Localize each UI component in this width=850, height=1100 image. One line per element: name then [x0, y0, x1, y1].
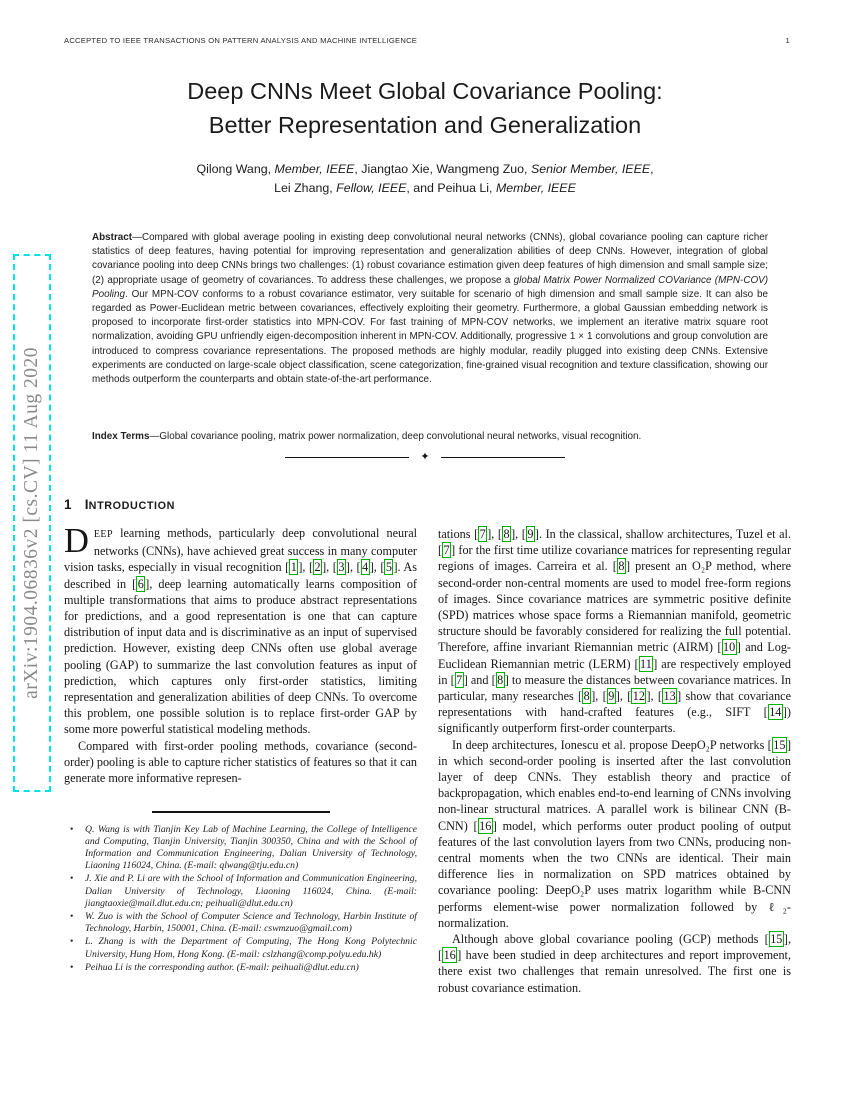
author-list	[64, 160, 786, 197]
intro-paragraph-2: Compared with first-order pooling methods, covariance (second-order) pooling is able to capture richer statistics of features so that it can generate more informative represen-	[64, 738, 417, 786]
footnote-item: • Q. Wang is with Tianjin Key Lab of Machine Learning, the College of Intelligence and Computing, Tianjin University, Tianjin 300350, China and with the School of Information and Communication Engineering, Dalian University of Technology, Liaoning 116024, China. (E-mail: qlwang@tju.edu.cn)	[64, 824, 417, 873]
citation-link[interactable]: 9	[608, 689, 615, 704]
footnote-rule	[152, 811, 330, 812]
lead-smallcaps: EEP	[93, 529, 113, 540]
citation-link[interactable]: 2	[314, 560, 321, 575]
abstract	[92, 231, 768, 387]
right-paragraph-2: In deep architectures, Ionescu et al. propose DeepO₂P networks [ 15 ] in which second-order pooling is inserted after the last convolution layer of deep CNNs. They establish theory and practice of backpropagation, which enables end-to-end learning of CNNs involving non-linear structural matrices. A parallel work is bilinear CNN (B-CNN) [ 16 ] model, which performs outer product pooling of output features of the last convolution layers from two CNNs, producing non-central moments when the two CNNs are identical. Their main difference lies in normalization on SPD matrices obtained by covariance pooling: DeepO₂P uses matrix logarithm while B-CNN performs element-wise power normalization followed by ℓ₂-normalization.	[438, 737, 791, 930]
dropcap: D	[64, 522, 89, 560]
body-columns	[64, 497, 791, 996]
citation-link[interactable]: 7	[479, 527, 486, 541]
separator-rule-right	[441, 457, 565, 459]
citation-link[interactable]: 6	[137, 576, 144, 591]
section-heading-introduction	[64, 497, 417, 512]
index-terms-label: Index Terms	[92, 431, 150, 442]
footnotes-list	[64, 824, 417, 974]
intro-paragraph-1-text: learning methods, particularly deep convolutional neural networks (CNNs), have achieved great success in many computer vision tasks, especially in visual recognition [ 1 ], [ 2 ], [ 3 ], [ 4 ], [ 5 ]. As described in [ 6 ], deep learning automatically learns composition of multiple transformations that aims to produce abstract representations for predictions, and a good representation is one that can capture distribution of input data and is discriminative as an input of supervised prediction. However, existing deep CNNs often use global average pooling (GAP) to summarize the last convolution features as input of prediction, which captures only first-order statistics, limiting representation and generalization abilities of deep CNNs. To overcome this problem, one possible solution is to replace first-order GAP by some more powerful statistical modeling methods.	[64, 526, 417, 737]
citation-link[interactable]: 3	[338, 560, 345, 575]
separator-rule-left	[285, 457, 409, 459]
paper-title-line1: Deep CNNs Meet Global Covariance Pooling:	[187, 78, 663, 104]
section-number: 1	[64, 497, 72, 512]
intro-paragraph-1	[64, 522, 417, 738]
left-column	[64, 497, 417, 996]
citation-link[interactable]: 15	[773, 737, 786, 752]
right-paragraph-1: tations [ 7 ], [ 8 ], [ 9 ]. In the classical, shallow architectures, Tuzel et al. [ 7 ] for the first time utilize covariance matrices for representing regular regions of images. Carreira et al. [ 8 ] present an O₂P method, where second-order non-central moments are used to model free-form regions of images. Since covariance matrices are symmetric positive definite (SPD) matrices whose space forms a Riemannian manifold, geometric structure should be favorably considered for realizing the full potential. Therefore, affine invariant Riemannian metric (AIRM) [ 10 ] and Log-Euclidean Riemannian metric (LERM) [ 11 ] are respectively employed in [ 7 ] and [ 8 ] to measure the distances between covariance matrices. In particular, many researches [ 8 ], [ 9 ], [ 12 ], [ 13 ] show that covariance representations with hand-crafted features (e.g., SIFT [ 14 ]) significantly outperform first-order counterparts.	[438, 527, 792, 736]
citation-link[interactable]: 4	[362, 560, 369, 575]
ornament-separator	[64, 452, 786, 463]
paper-title-line2: Better Representation and Generalization	[208, 112, 642, 138]
arxiv-banner	[13, 254, 51, 792]
diamond-icon: ✦	[420, 451, 430, 463]
paper-title	[64, 74, 786, 142]
author-line-1: Qilong Wang, Member, IEEE, Jiangtao Xie, Wangmeng Zuo, Senior Member, IEEE,	[196, 162, 654, 176]
citation-link[interactable]: 15	[770, 932, 783, 947]
footnote-item: • Peihua Li is the corresponding author. (E-mail: peihuali@dlut.edu.cn)	[64, 962, 417, 974]
footnote-item: • L. Zhang is with the Department of Computing, The Hong Kong Polytechnic University, Hung Hom, Hong Kong. (E-mail: cslzhang@comp.polyu.edu.hk)	[64, 936, 417, 960]
abstract-text: —Compared with global average pooling in existing deep convolutional neural networks (CNNs), global covariance pooling can capture richer statistics of deep features, having potential for improving representation and generalization abilities of deep CNNs. However, integration of global covariance pooling into deep CNNs brings two challenges: (1) robust covariance estimation given deep features of high dimension and small sample size; (2) appropriate usage of geometry of covariances. To address these challenges, we propose a global Matrix Power Normalized COVariance (MPN-COV) Pooling. Our MPN-COV conforms to a robust covariance estimator, very suitable for scenario of high dimension and small sample size. It can also be regarded as Power-Euclidean metric between covariances, effectively exploiting their geometry. Furthermore, a global Gaussian embedding network is proposed to incorporate first-order statistics into MPN-COV. For fast training of MPN-COV networks, we implement an iterative matrix square root normalization, avoiding GPU unfriendly eigen-decomposition inherent in MPN-COV. Additionally, progressive 1 × 1 convolutions and group convolution are introduced to compress covariance representations. The proposed methods are highly modular, readily plugged into existing deep CNNs. Extensive experiments are conducted on large-scale object classification, scene categorization, fine-grained visual recognition and texture classification, showing our methods outperform the counterparts and obtain state-of-the-art performance.	[92, 232, 769, 386]
citation-link[interactable]: 12	[632, 689, 645, 704]
citation-link[interactable]: 16	[443, 948, 456, 963]
author-line-2: Lei Zhang, Fellow, IEEE, and Peihua Li, Member, IEEE	[274, 180, 576, 195]
citation-link[interactable]: 7	[443, 543, 450, 558]
right-column	[438, 497, 791, 996]
citation-link[interactable]: 16	[479, 818, 492, 833]
citation-link[interactable]: 7	[456, 672, 463, 687]
citation-link[interactable]: 9	[527, 527, 534, 541]
arxiv-banner-text: arXiv:1904.06836v2 [cs.CV] 11 Aug 2020	[21, 347, 42, 699]
citation-link[interactable]: 14	[769, 705, 782, 720]
citation-link[interactable]: 8	[497, 672, 504, 687]
index-terms-text: —Global covariance pooling, matrix power normalization, deep convolutional neural networks, visual recognition.	[149, 431, 642, 442]
citation-link[interactable]: 10	[723, 640, 736, 655]
citation-link[interactable]: 5	[385, 560, 392, 575]
page-number: 1	[785, 36, 790, 45]
right-paragraph-3: Although above global covariance pooling (GCP) methods [ 15 ], [ 16 ] have been studied in deep architectures and report improvement, there exist two challenges that remain unresolved. The first one is robust covariance estimation.	[438, 932, 791, 995]
citation-link[interactable]: 8	[583, 689, 590, 704]
citation-link[interactable]: 11	[640, 656, 652, 671]
footnote-item: • W. Zuo is with the School of Computer Science and Technology, Harbin Institute of Technology, Harbin, 150001, China. (E-mail: cswmzuo@gmail.com)	[64, 911, 417, 935]
running-head-text: ACCEPTED TO IEEE TRANSACTIONS ON PATTERN ANALYSIS AND MACHINE INTELLIGENCE	[64, 36, 418, 45]
running-head	[64, 36, 790, 45]
abstract-label: Abstract	[92, 232, 133, 243]
citation-link[interactable]: 8	[503, 527, 510, 541]
citation-link[interactable]: 13	[663, 689, 676, 704]
section-title: INTRODUCTION	[84, 497, 176, 512]
citation-link[interactable]: 8	[618, 559, 625, 574]
footnote-item: • J. Xie and P. Li are with the School of Information and Communication Engineering, Dalian University of Technology, Liaoning 116024, China. (E-mail: jiangtaoxie@mail.dlut.edu.cn; peihuali@dlut.edu.cn)	[64, 873, 417, 910]
citation-link[interactable]: 1	[290, 560, 297, 575]
index-terms	[92, 430, 768, 444]
